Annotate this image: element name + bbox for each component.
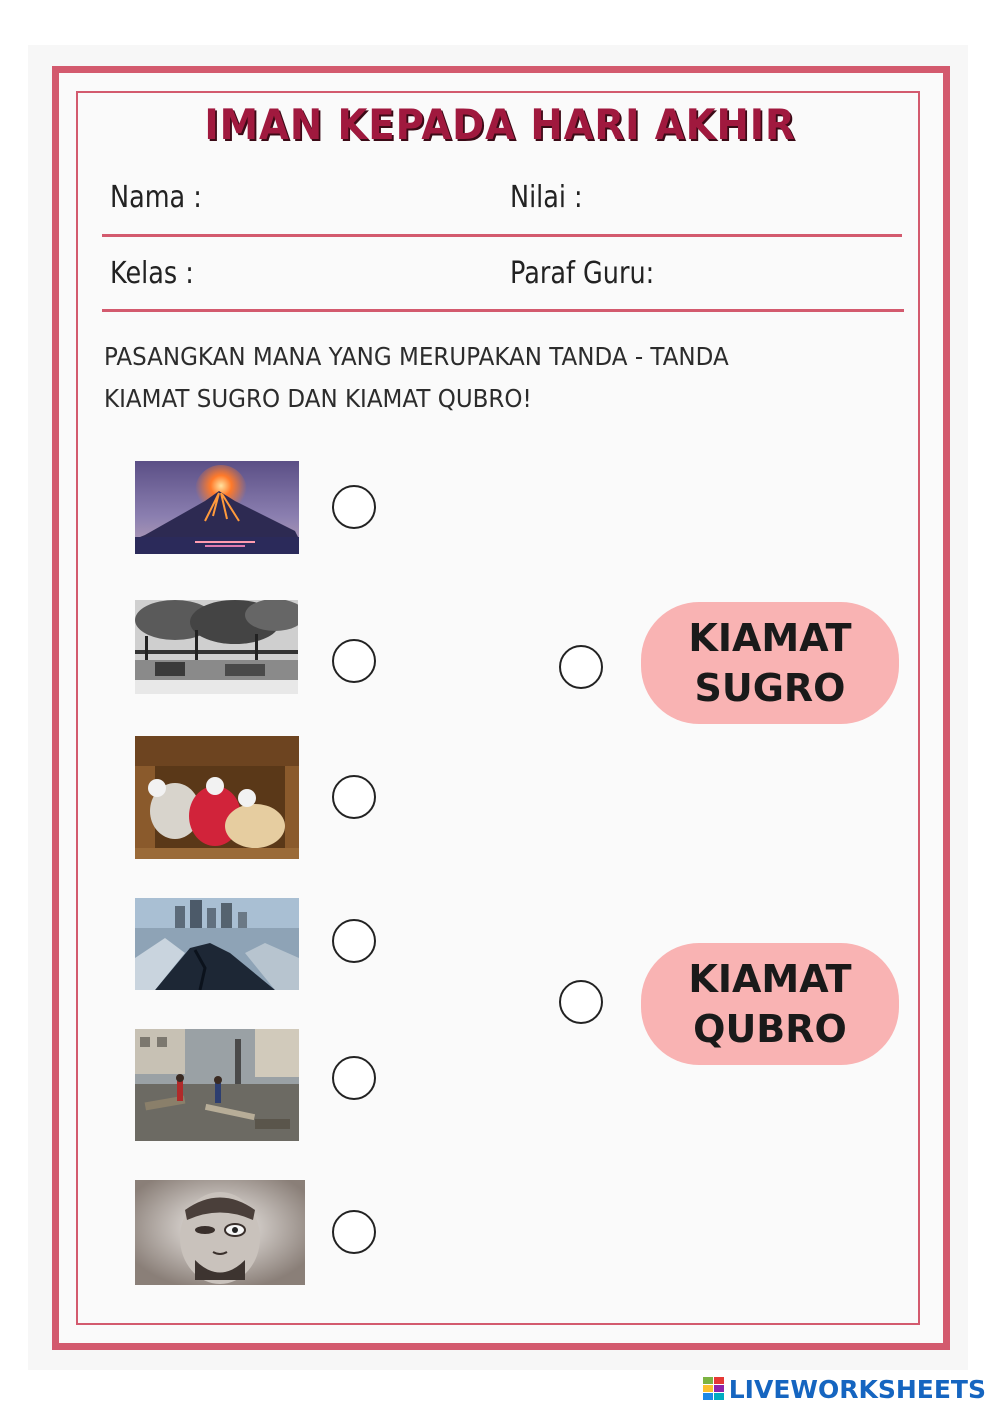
match-dot-picture-5[interactable] (332, 1056, 376, 1100)
instruction-text (104, 336, 803, 420)
answer-kiamat-sugro[interactable] (641, 602, 899, 724)
match-dot-picture-4[interactable] (332, 919, 376, 963)
industrial-smoke-town-image (135, 600, 298, 694)
match-dot-kiamat-sugro[interactable] (559, 645, 603, 689)
worksheet-title: IMAN KEPADA HARI AKHIR (204, 100, 796, 149)
burial-grave-image (135, 736, 299, 859)
answer-line: KIAMAT (688, 957, 852, 1001)
divider-line (102, 309, 904, 312)
nama-label: Nama : (110, 180, 202, 215)
answer-line: SUGRO (694, 666, 846, 710)
liveworksheets-brand: LIVEWORKSHEETS (728, 1374, 986, 1404)
city-earthquake-crack-image (135, 898, 299, 990)
match-dot-picture-3[interactable] (332, 775, 376, 819)
paraf-guru-label: Paraf Guru: (510, 256, 655, 291)
divider-line (102, 234, 902, 237)
volcano-eruption-image (135, 461, 299, 554)
instruction-line: KIAMAT SUGRO DAN KIAMAT QUBRO! (104, 384, 532, 413)
dajjal-one-eyed-figure-image (135, 1180, 305, 1285)
answer-kiamat-qubro[interactable] (641, 943, 899, 1065)
match-dot-picture-6[interactable] (332, 1210, 376, 1254)
liveworksheets-logo-icon (703, 1377, 725, 1401)
liveworksheets-logo (703, 1374, 986, 1404)
instruction-line: PASANGKAN MANA YANG MERUPAKAN TANDA - TANDA (104, 342, 729, 371)
match-dot-picture-2[interactable] (332, 639, 376, 683)
answer-line: KIAMAT (688, 616, 852, 660)
disaster-rubble-image (135, 1029, 299, 1141)
match-dot-picture-1[interactable] (332, 485, 376, 529)
answer-line: QUBRO (693, 1007, 847, 1051)
kelas-label: Kelas : (110, 256, 194, 291)
match-dot-kiamat-qubro[interactable] (559, 980, 603, 1024)
nilai-label: Nilai : (510, 180, 583, 215)
